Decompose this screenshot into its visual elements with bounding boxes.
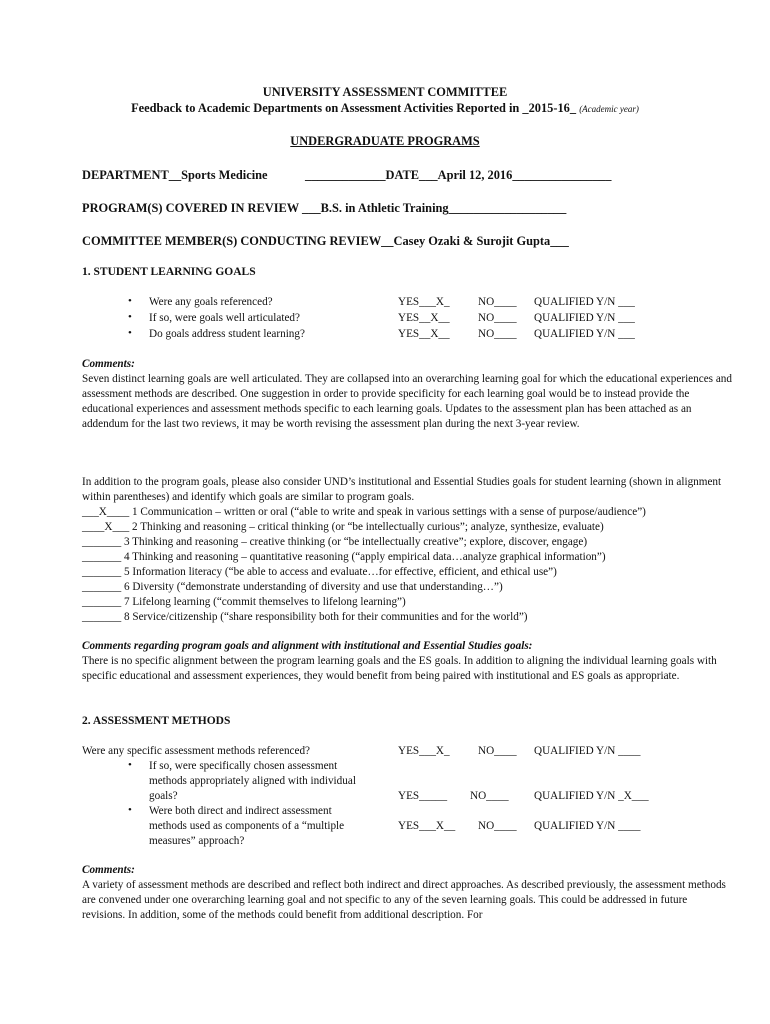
es-goal-item: _______ 4 Thinking and reasoning – quantitative reasoning (“apply empirical data…analyze graphical information”) xyxy=(82,551,606,563)
question-text-line: methods used as components of a “multiple xyxy=(149,820,345,832)
section1-heading: 1. STUDENT LEARNING GOALS xyxy=(82,266,256,278)
alignment-label: Comments regarding program goals and alignment with institutional and Essential Studies goals: xyxy=(82,640,533,652)
comments-text: Seven distinct learning goals are well articulated. They are collapsed into an overarching learning goal for which the educational experiences and assessment methods are described. One suggestion in order to provide specificity for each learning goal would be to instead provide the educational experiences and assessment methods specific to each learning goals. Updates to the assessment plan has been attached as an addendum for the last two reviews, it may be worth revising the assessment plan during the next 3-year review. xyxy=(82,373,732,430)
yes-answer: YES_____ xyxy=(398,790,448,802)
comments-label: Comments: xyxy=(82,358,135,370)
no-answer: NO____ xyxy=(478,820,517,832)
question-text-line: Were both direct and indirect assessment xyxy=(149,805,332,817)
es-goal-item: ____X___ 2 Thinking and reasoning – critical thinking (or “be intellectually curious”; analyze, synthesize, evaluate) xyxy=(82,521,604,533)
program-level-heading: UNDERGRADUATE PROGRAMS xyxy=(290,134,480,148)
committee-field: COMMITTEE MEMBER(S) CONDUCTING REVIEW__Casey Ozaki & Surojit Gupta___ xyxy=(82,234,569,248)
no-answer: NO____ xyxy=(478,312,517,324)
es-goal-item: _______ 7 Lifelong learning (“commit themselves to lifelong learning”) xyxy=(82,596,406,608)
es-goal-item: _______ 6 Diversity (“demonstrate understanding of diversity and use that understanding…”) xyxy=(82,581,503,593)
alignment-text: There is no specific alignment between the program learning goals and the ES goals. In addition to aligning the individual learning goals with specific educational and assessment experiences, they would benefit from being paired with institutional and ES goals as appropriate. xyxy=(82,655,717,682)
yes-answer: YES__X__ xyxy=(398,328,450,340)
qualified-answer: QUALIFIED Y/N ___ xyxy=(534,312,635,324)
comments-label: Comments: xyxy=(82,864,135,876)
no-answer: NO____ xyxy=(478,328,517,340)
yes-answer: YES___X_ xyxy=(398,745,450,757)
es-goal-item: _______ 3 Thinking and reasoning – creative thinking (or “be intellectually creative”; explore, discover, engage) xyxy=(82,536,588,548)
no-answer: NO____ xyxy=(478,296,517,308)
es-goal-item: _______ 8 Service/citizenship (“share responsibility both for their communities and for the world”) xyxy=(82,611,528,623)
question-text: Were any specific assessment methods referenced? xyxy=(82,745,311,757)
programs-field: PROGRAM(S) COVERED IN REVIEW ___B.S. in Athletic Training___________________ xyxy=(82,201,567,215)
bullet-icon: • xyxy=(128,327,132,339)
bullet-icon: • xyxy=(128,804,132,816)
yes-answer: YES___X__ xyxy=(398,820,456,832)
date-field: _____________DATE___April 12, 2016________________ xyxy=(305,168,612,182)
yes-answer: YES__X__ xyxy=(398,312,450,324)
question-text-line: measures” approach? xyxy=(149,835,245,847)
question-text-line: methods appropriately aligned with individual xyxy=(149,775,356,787)
bullet-icon: • xyxy=(128,759,132,771)
no-answer: NO____ xyxy=(470,790,509,802)
bullet-icon: • xyxy=(128,311,132,323)
question-text-line: If so, were specifically chosen assessment xyxy=(149,760,338,772)
subtitle-text: Feedback to Academic Departments on Assessment Activities Reported in _2015-16_ xyxy=(131,101,577,115)
document-subtitle xyxy=(0,101,770,117)
qualified-answer: QUALIFIED Y/N ___ xyxy=(534,328,635,340)
es-goal-item: _______ 5 Information literacy (“be able to access and evaluate…for effective, efficient, and ethical use”) xyxy=(82,566,557,578)
no-answer: NO____ xyxy=(478,745,517,757)
qualified-answer: QUALIFIED Y/N ____ xyxy=(534,745,641,757)
es-goal-item: ___X____ 1 Communication – written or oral (“able to write and speak in various settings with a sense of purpose/audience”) xyxy=(82,506,646,518)
section1-comments xyxy=(82,357,732,432)
question-text-line: goals? xyxy=(149,790,178,802)
document-title: UNIVERSITY ASSESSMENT COMMITTEE xyxy=(262,85,508,99)
alignment-comments xyxy=(82,639,732,684)
qualified-answer: QUALIFIED Y/N _X___ xyxy=(534,790,649,802)
subtitle-note: (Academic year) xyxy=(579,104,639,114)
es-intro: In addition to the program goals, please also consider UND’s institutional and Essential Studies goals for student learning (shown in alignment within parentheses) and identify which goals are similar to program goals. xyxy=(82,476,722,503)
qualified-answer: QUALIFIED Y/N ____ xyxy=(534,820,641,832)
question-text: Were any goals referenced? xyxy=(149,296,273,308)
yes-answer: YES___X_ xyxy=(398,296,450,308)
comments-text: A variety of assessment methods are described and reflect both indirect and direct approaches. As described previously, the assessment methods are convened under one overarching learning goal and not specific to any of the seven learning goals. This could be addressed in future revisions. In addition, some of the methods could benefit from additional description. For xyxy=(82,879,726,921)
section2-heading: 2. ASSESSMENT METHODS xyxy=(82,715,231,727)
bullet-icon: • xyxy=(128,295,132,307)
question-text: If so, were goals well articulated? xyxy=(149,312,300,324)
department-field: DEPARTMENT__Sports Medicine xyxy=(82,168,268,182)
section2-comments xyxy=(82,863,732,923)
question-text: Do goals address student learning? xyxy=(149,328,305,340)
qualified-answer: QUALIFIED Y/N ___ xyxy=(534,296,635,308)
